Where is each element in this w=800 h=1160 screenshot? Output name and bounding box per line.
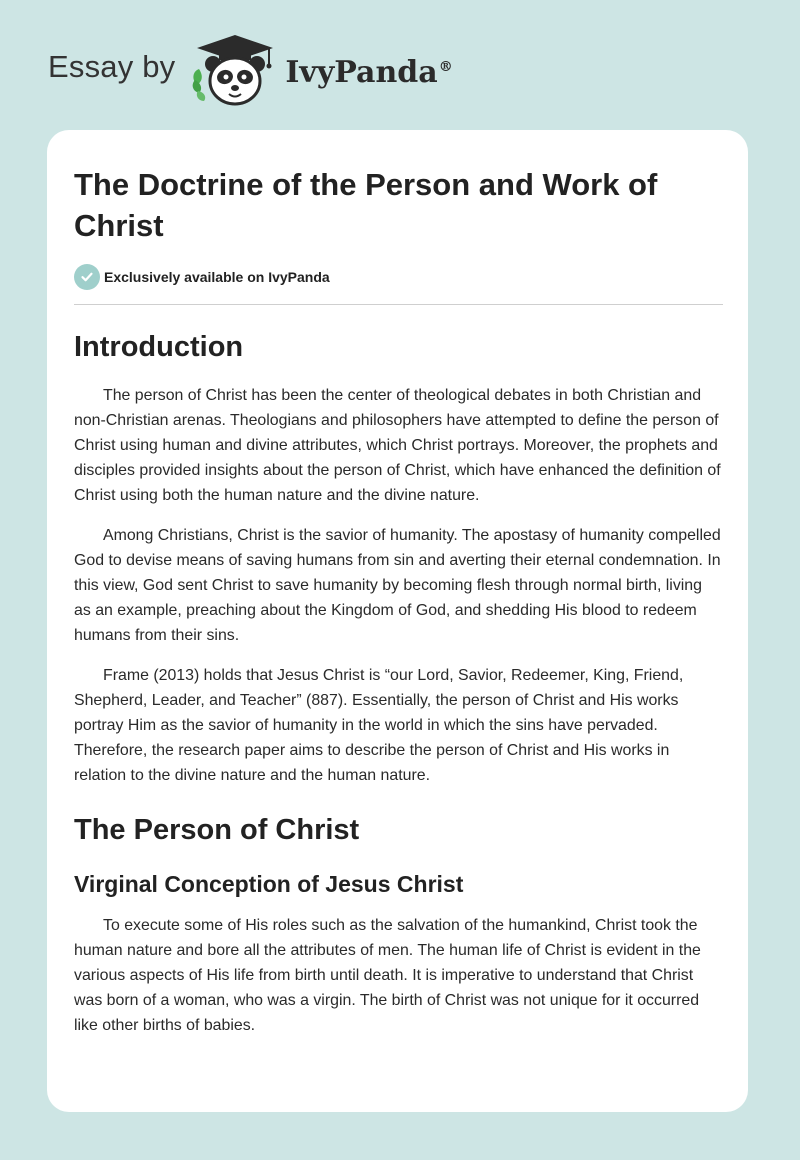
essay-card	[47, 130, 748, 1112]
check-icon	[74, 264, 100, 290]
site-header	[48, 30, 453, 110]
paragraph: Frame (2013) holds that Jesus Christ is “our Lord, Savior, Redeemer, King, Friend, Shepherd, Leader, and Teacher” (887). Essentially, the person of Christ and His works portray Him as the savior of humanity in the world in which the sins have pervaded. Therefore, the research paper aims to describe the person of Christ and His works in relation to the divine nature and the human nature.	[74, 667, 684, 784]
subsection-heading-virginal-conception: Virginal Conception of Jesus Christ	[74, 871, 464, 897]
badge-label: Exclusively available on IvyPanda	[104, 269, 330, 285]
brand-prefix: Essay by	[48, 49, 176, 84]
brand-name-text: IvyPanda	[285, 54, 438, 90]
section-heading-person-of-christ: The Person of Christ	[74, 814, 360, 846]
divider	[74, 304, 723, 305]
paragraph: The person of Christ has been the center of theological debates in both Christian and non-Christian arenas. Theologians and philosophers have attempted to define the person of Christ using human and divine attributes, which Christ portrays. Moreover, the prophets and disciples provided insights about the person of Christ, which have enhanced the definition of Christ using both the human nature and the divine nature.	[74, 387, 721, 504]
paragraph: To execute some of His roles such as the salvation of the humankind, Christ took the human nature and bore all the attributes of men. The human life of Christ is evident in the various aspects of His life from birth until death. It is imperative to understand that Christ was born of a woman, who was a virgin. The birth of Christ was not unique for it occurred like other births of babies.	[74, 917, 701, 1034]
registered-mark: ®	[438, 58, 453, 75]
paragraph: Among Christians, Christ is the savior of humanity. The apostasy of humanity compelled God to devise means of saving humans from sin and averting their eternal condemnation. In this view, God sent Christ to save humanity by becoming flesh through normal birth, living as an example, preaching about the Kingdom of God, and shedding His blood to redeem humans from their sins.	[74, 527, 721, 644]
exclusive-badge	[74, 264, 723, 290]
panda-logo-icon[interactable]	[189, 31, 281, 109]
page-title: The Doctrine of the Person and Work of Christ	[74, 167, 658, 243]
section-heading-introduction: Introduction	[74, 331, 244, 363]
essay-content	[74, 164, 723, 1053]
brand-name[interactable]	[285, 55, 452, 90]
